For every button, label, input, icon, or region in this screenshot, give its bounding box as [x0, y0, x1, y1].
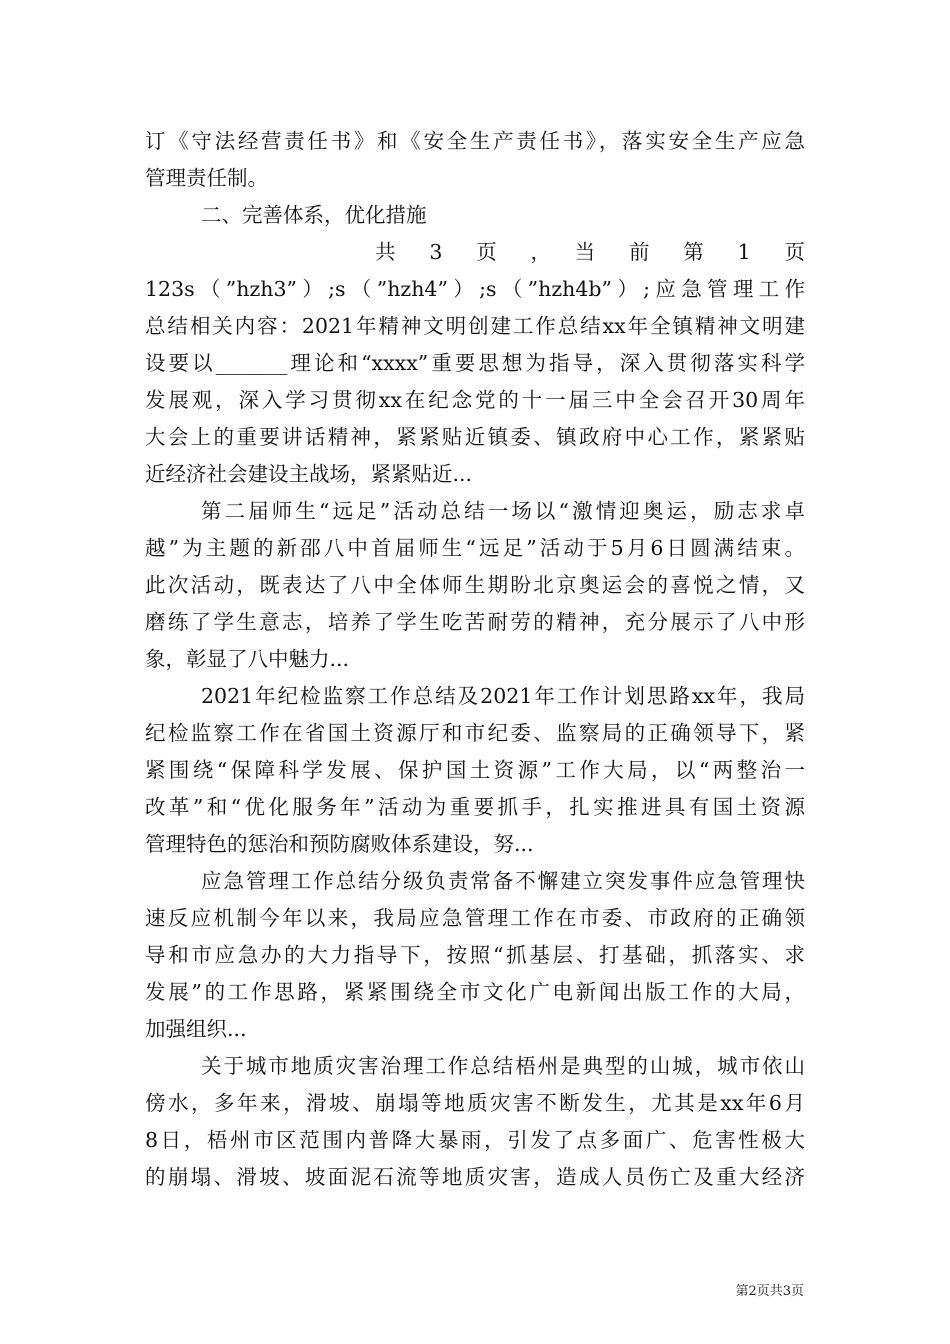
body-line: 磨练了学生意志，培养了学生吃苦耐劳的精神，充分展示了八中形 — [145, 610, 805, 634]
paragraph-first-line: 应急管理工作总结分级负责常备不懈建立突发事件应急管理快 — [201, 869, 805, 893]
body-line: 的崩塌、滑坡、坡面泥石流等地质灾害，造成人员伤亡及重大经济 — [145, 1165, 805, 1189]
body-line: 象，彰显了八中魅力... — [145, 647, 350, 671]
body-line: 改革”和“优化服务年”活动为重要抓手，扎实推进具有国土资源 — [145, 795, 805, 819]
body-line: 越”为主题的新邵八中首届师生“远足”活动于5月6日圆满结束。 — [145, 536, 805, 560]
body-line: 设要以_______理论和“xxxx”重要思想为指导，深入贯彻落实科学 — [145, 351, 805, 375]
body-line: 发展观，深入学习贯彻xx在纪念党的十一届三中全会召开30周年 — [145, 388, 805, 412]
body-line: 近经济社会建设主战场，紧紧贴近... — [145, 462, 473, 486]
section-heading: 二、完善体系，优化措施 — [201, 203, 427, 227]
body-line: 大会上的重要讲话精神，紧紧贴近镇委、镇政府中心工作，紧紧贴 — [145, 425, 805, 449]
body-line: 管理责任制。 — [145, 166, 268, 190]
body-line: 8日，梧州市区范围内普降大暴雨，引发了点多面广、危害性极大 — [145, 1128, 805, 1152]
body-line: 紧围绕“保障科学发展、保护国土资源”工作大局，以“两整治一 — [145, 758, 805, 782]
paragraph-first-line: 2021年纪检监察工作总结及2021年工作计划思路xx年，我局 — [201, 684, 805, 708]
page-number-footer: 第2页共3页 — [735, 1284, 804, 1299]
body-line: 总结相关内容：2021年精神文明创建工作总结xx年全镇精神文明建 — [145, 314, 805, 338]
body-line: 管理特色的惩治和预防腐败体系建设，努... — [145, 832, 534, 856]
body-line: 123s（”hzh3”）;s（”hzh4”）;s（”hzh4b”）;应急管理工作 — [145, 277, 805, 301]
body-line: 导和市应急办的大力指导下，按照“抓基层、打基础，抓落实、求 — [145, 943, 805, 967]
paragraph-first-line: 关于城市地质灾害治理工作总结梧州是典型的山城，城市依山 — [201, 1054, 805, 1078]
body-line: 速反应机制今年以来，我局应急管理工作在市委、市政府的正确领 — [145, 906, 805, 930]
paragraph-first-line: 第二届师生“远足”活动总结一场以“激情迎奥运，励志求卓 — [201, 499, 805, 523]
body-line: 订《守法经营责任书》和《安全生产责任书》，落实安全生产应急 — [145, 129, 805, 153]
body-line: 此次活动，既表达了八中全体师生期盼北京奥运会的喜悦之情，又 — [145, 573, 805, 597]
body-line: 纪检监察工作在省国土资源厅和市纪委、监察局的正确领导下，紧 — [145, 721, 805, 745]
page-counter-line: 共 3 页 ， 当 前 第 1 页 — [375, 240, 805, 264]
body-line: 傍水，多年来，滑坡、崩塌等地质灾害不断发生，尤其是xx年6月 — [145, 1091, 805, 1115]
body-line: 加强组织... — [145, 1017, 247, 1041]
body-line: 发展”的工作思路，紧紧围绕全市文化广电新闻出版工作的大局， — [145, 980, 805, 1004]
